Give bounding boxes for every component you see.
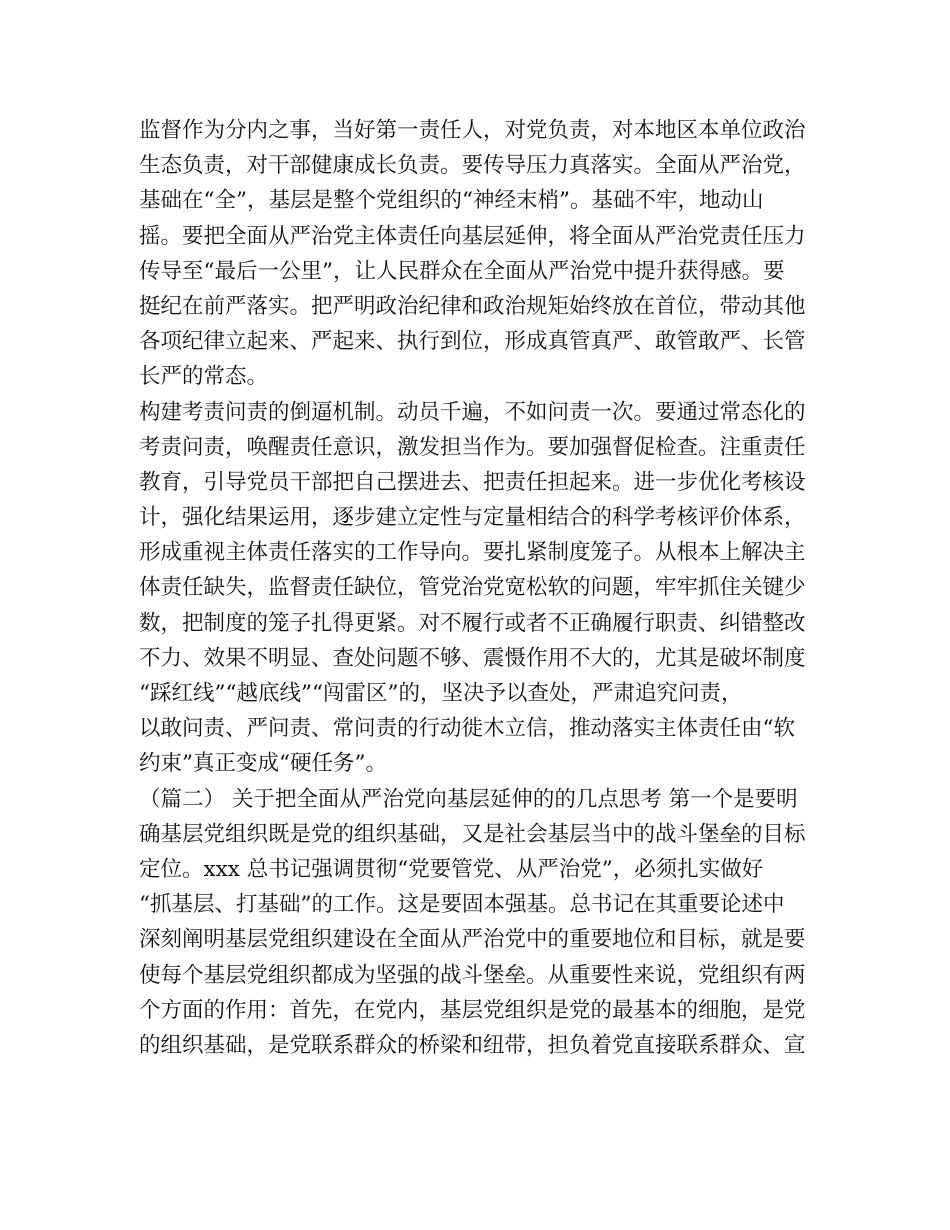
text-line: 基础在“全”，基层是整个党组织的“神经末梢”。基础不牢，地动山	[139, 188, 764, 214]
text-line: 挺纪在前严落实。把严明政治纪律和政治规矩始终放在首位，带动其他	[139, 293, 806, 319]
text-line: 长严的常态。	[139, 364, 269, 390]
text-line: 构建考责问责的倒逼机制。动员千遍，不如问责一次。要通过常态化的	[139, 399, 806, 425]
text-line: 使每个基层党组织都成为坚强的战斗堡垒。从重要性来说，党组织有两	[139, 962, 806, 988]
text-line: 传导至“最后一公里”，让人民群众在全面从严治党中提升获得感。要	[139, 258, 785, 284]
text-line: 不力、效果不明显、查处问题不够、震慑作用不大的，尤其是破坏制度	[139, 645, 806, 671]
text-line: 考责问责，唤醒责任意识，激发担当作为。要加强督促检查。注重责任	[139, 434, 806, 460]
text-line: “抓基层、打基础”的工作。这是要固本强基。总书记在其重要论述中	[139, 892, 785, 918]
text-line: 体责任缺失，监督责任缺位，管党治党宽松软的问题，牢牢抓住关键少	[139, 575, 806, 601]
text-line: 计，强化结果运用，逐步建立定性与定量相结合的科学考核评价体系，	[139, 505, 806, 531]
text-line: 各项纪律立起来、严起来、执行到位，形成真管真严、敢管敢严、长管	[139, 329, 806, 355]
text-line: “踩红线”“越底线”“闯雷区”的，坚决予以查处，严肃追究问责，	[139, 681, 743, 706]
text-line: 约束”真正变成“硬任务”。	[139, 751, 387, 777]
text-line: 监督作为分内之事，当好第一责任人，对党负责，对本地区本单位政治	[139, 118, 806, 143]
text-line: 深刻阐明基层党组织建设在全面从严治党中的重要地位和目标，就是要	[139, 927, 806, 953]
text-line: 个方面的作用：首先，在党内，基层党组织是党的最基本的细胞，是党	[139, 997, 806, 1023]
text-line: 以敢问责、严问责、常问责的行动徙木立信，推动落实主体责任由“软	[139, 716, 795, 742]
text-line: 确基层党组织既是党的组织基础，又是社会基层当中的战斗堡垒的目标	[139, 821, 806, 847]
text-line: （篇二） 关于把全面从严治党向基层延伸的的几点思考 第一个是要明	[139, 786, 798, 812]
text-line: 形成重视主体责任落实的工作导向。要扎紧制度笼子。从根本上解决主	[139, 540, 806, 566]
text-line: 定位。xxx 总书记强调贯彻“党要管党、从严治党”，必须扎实做好	[139, 856, 764, 882]
body-text	[139, 113, 819, 1063]
text-line: 教育，引导党员干部把自己摆进去、把责任担起来。进一步优化考核设	[139, 469, 806, 495]
text-line: 数，把制度的笼子扎得更紧。对不履行或者不正确履行职责、纠错整改	[139, 610, 806, 636]
text-line: 生态负责，对干部健康成长负责。要传导压力真落实。全面从严治党，	[139, 153, 806, 179]
text-line: 的组织基础，是党联系群众的桥梁和纽带，担负着党直接联系群众、宣	[139, 1032, 806, 1058]
text-line: 摇。要把全面从严治党主体责任向基层延伸，将全面从严治党责任压力	[139, 223, 806, 249]
